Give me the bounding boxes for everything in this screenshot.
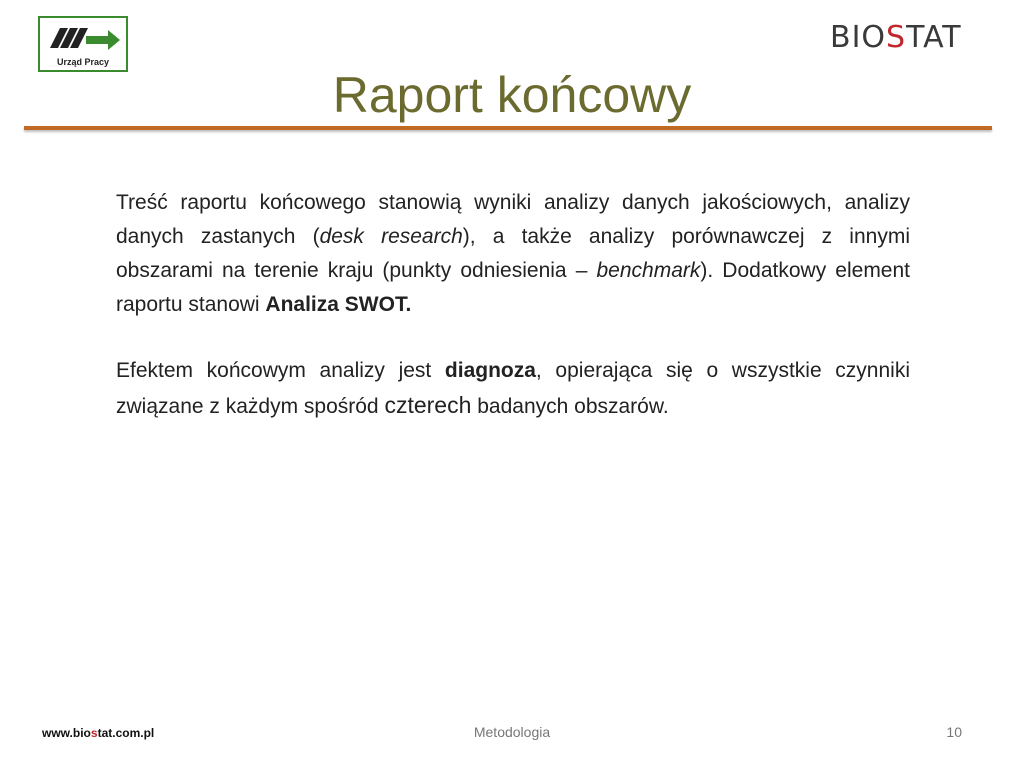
paragraph-2 <box>116 354 910 424</box>
slide-title: Raport końcowy <box>332 67 692 123</box>
urzad-pracy-arrow-icon <box>46 24 122 54</box>
p1-text-b: ), a także analizy porównawczej z innymi obszarami na terenie kraju (punkty odniesienia – <box>116 225 910 282</box>
p1-text-a: Treść raportu końcowego stanowią wyniki analizy danych jakościowych, analizy danych zastanych ( <box>116 191 910 248</box>
footer-url-b: tat.com.pl <box>97 726 155 740</box>
biostat-logo-accent: S <box>886 20 907 55</box>
biostat-logo-prefix: BIO <box>830 20 887 55</box>
p1-emphasis-benchmark: benchmark <box>596 259 701 282</box>
p2-text-b: , opierająca się o wszystkie czynniki związane z każdym spośród <box>116 359 911 418</box>
biostat-logo <box>830 20 962 56</box>
p2-larger-czterech: czterech <box>384 392 472 418</box>
title-divider <box>24 126 992 130</box>
page-number: 10 <box>946 724 962 740</box>
footer-url-a: www.bio <box>42 726 91 740</box>
paragraph-1 <box>116 186 910 322</box>
biostat-logo-suffix: TAT <box>906 20 962 55</box>
p1-text-c: ). Dodatkowy element raportu stanowi <box>116 259 911 316</box>
slide-content <box>116 186 910 456</box>
p1-strong-swot: Analiza SWOT. <box>265 293 412 316</box>
p2-text-a: Efektem końcowym analizy jest <box>116 359 445 382</box>
p2-strong-diagnoza: diagnoza <box>444 359 536 382</box>
footer-url-red: s <box>90 726 98 740</box>
p2-text-c: badanych obszarów. <box>471 395 669 418</box>
urzad-pracy-caption: Urząd Pracy <box>56 57 110 67</box>
p1-emphasis-desk-research: desk research <box>319 225 463 248</box>
footer-section-label: Metodologia <box>473 724 551 740</box>
